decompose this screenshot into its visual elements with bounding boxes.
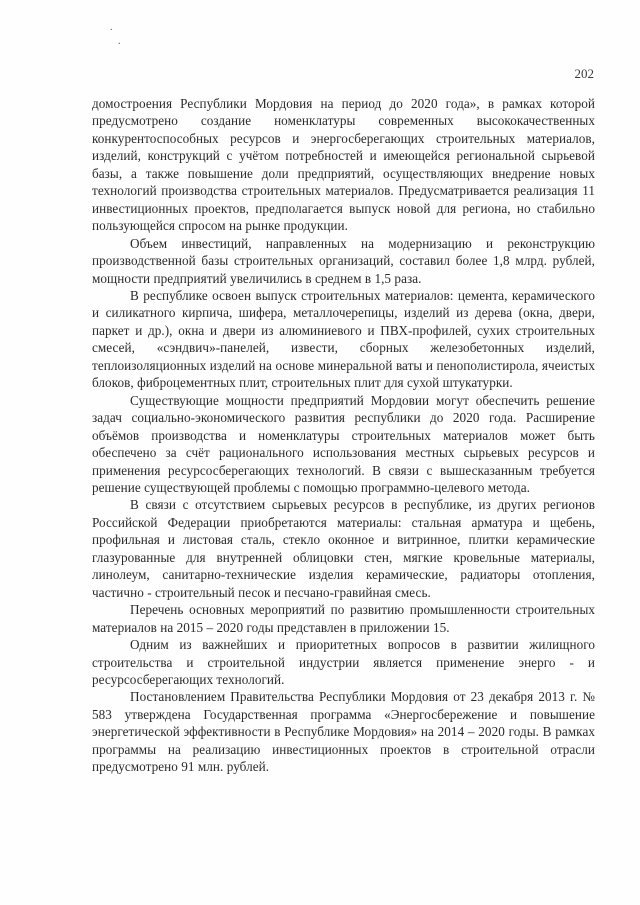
paragraph: Одним из важнейших и приоритетных вопросов в развитии жилищного строительства и строительной индустрии является применение энерго - и ресурсосберегающих технологий. [92,637,595,687]
paragraph: В республике освоен выпуск строительных материалов: цемента, керамического и силикатного кирпича, шифера, металлочерепицы, изделий из дерева (окна, двери, паркет и др.), окна и двери из алюминиевого и ПВХ-профилей, сухих строительных смесей, «сэндвич»-панелей, извести, сборных железобетонных изделий, теплоизоляционных изделий на основе минеральной ваты и пенополистирола, ячеистых блоков, фиброцементных плит, строительных плит для сухой штукатурки. [92,287,595,391]
body-text [92,95,595,776]
paragraph: Перечень основных мероприятий по развитию промышленности строительных материалов на 2015 – 2020 годы представлен в приложении 15. [92,602,595,635]
scan-speck: . [110,22,113,33]
paragraph: В связи с отсутствием сырьевых ресурсов в республике, из других регионов Российской Федерации приобретаются материалы: стальная арматура и щебень, профильная и листовая сталь, стекло оконное и витринное, плитки керамические глазурованные для внутренней облицовки стен, мягкие кровельные материалы, линолеум, санитарно-технические изделия керамические, радиаторы отопления, частично - строительный песок и песчано-гравийная смесь. [92,497,595,600]
scan-speck: . [118,36,121,47]
paragraph: Существующие мощности предприятий Мордовии могут обеспечить решение задач социально-экономического развития республики до 2020 года. Расширение объёмов производства и номенклатуры строительных материалов может быть обеспечено за счёт рационального использования местных сырьевых ресурсов и применения ресурсосберегающих технологий. В связи с вышесказанным требуется решение существующей проблемы с помощью программно-целевого метода. [92,392,595,495]
paragraph: Постановлением Правительства Республики Мордовия от 23 декабря 2013 г. № 583 утверждена Государственная программа «Энергосбережение и повышение энергетической эффективности в Республике Мордовия» на 2014 – 2020 годы. В рамках программы на реализацию инвестиционных проектов в строительной отрасли предусмотрено 91 млн. рублей. [92,689,595,775]
paragraph: домостроения Республики Мордовия на период до 2020 года», в рамках которой предусмотрено создание номенклатуры современных высококачественных конкурентоспособных ресурсов и энергосберегающих строительных материалов, изделий, конструкций с учётом потребностей и имеющейся региональной сырьевой базы, а также повышение доли предприятий, осуществляющих внедрение новых технологий производства строительных материалов. Предусматривается реализация 11 инвестиционных проектов, предполагается выпуск новой для региона, но стабильно пользующейся спросом на рынке продукции. [92,96,595,234]
page-number: 202 [574,66,594,81]
paragraph: Объем инвестиций, направленных на модернизацию и реконструкцию производственной базы строительных организаций, составил более 1,8 млрд. рублей, мощности предприятий увеличились в среднем в 1,5 раза. [92,235,595,286]
